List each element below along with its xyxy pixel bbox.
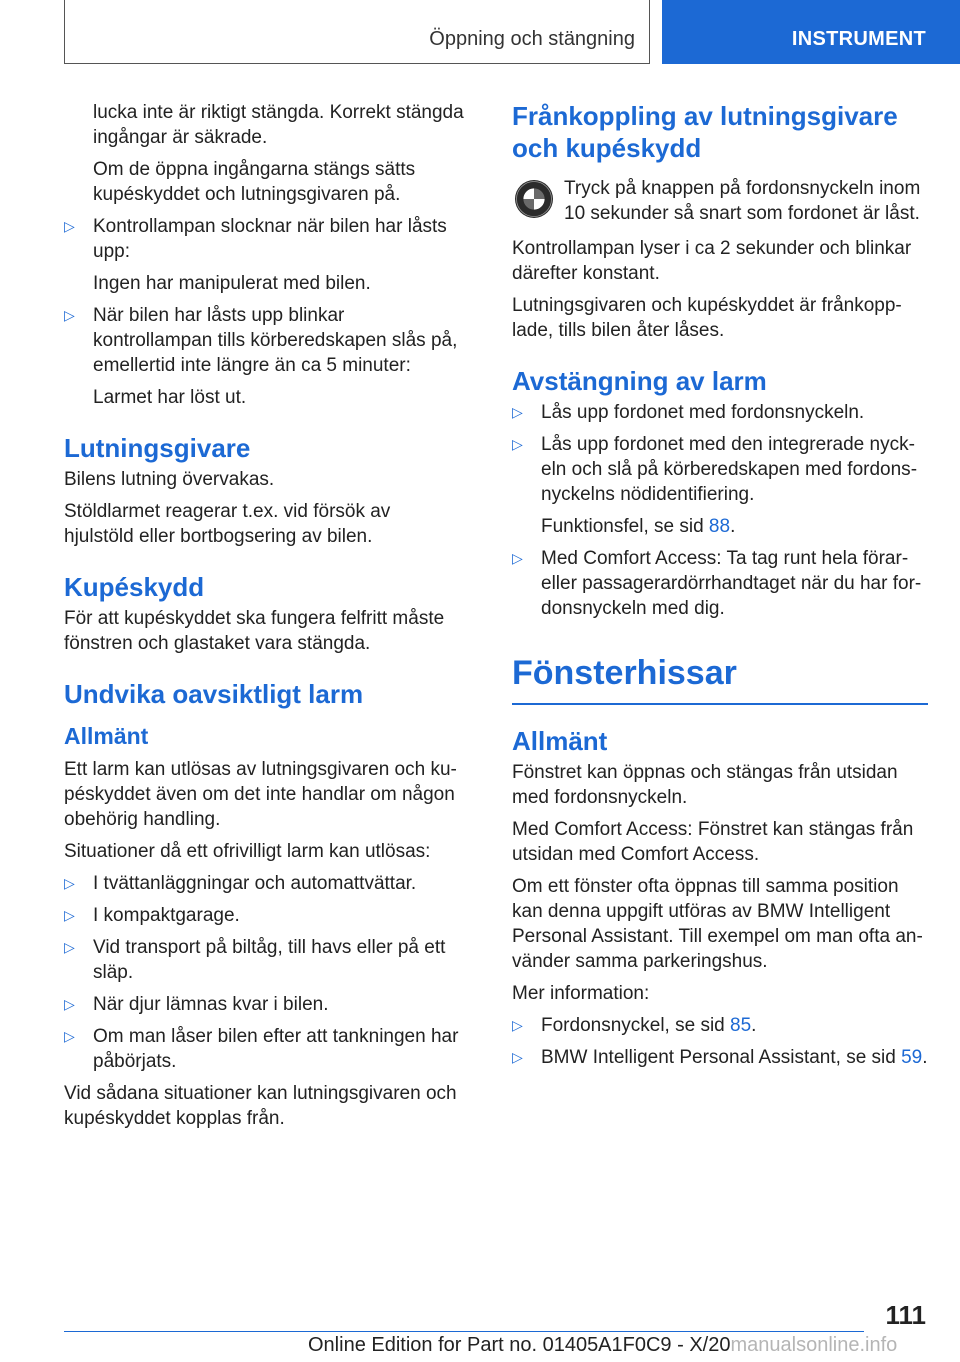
heading-frankoppling: Frånkoppling av lutningsgivare och kupéskydd [512, 101, 898, 163]
paragraph: Mer information: [512, 983, 650, 1004]
section-title: Öppning och stängning [429, 28, 635, 50]
list-item [64, 871, 464, 896]
edition-text: Online Edition for Part no. 01405A1F0C9 - X/20 [308, 1334, 731, 1356]
paragraph: Stöldlarmet reagerar t.ex. vid försök av hjulstöld eller bortbogsering av bilen. [64, 501, 391, 547]
reference-suffix: . [751, 1015, 757, 1036]
heading-allmant: Allmänt [512, 726, 608, 756]
footer-divider [64, 1331, 864, 1332]
paragraph: Om ett fönster ofta öppnas till samma position kan denna uppgift utföras av BMW Intelligent Personal Assistant. Till exempel om man ofta använder samma parkeringshus. [512, 876, 923, 972]
paragraph: lucka inte är riktigt stängda. Korrekt stängda ingångar är säkrade. [93, 102, 464, 148]
paragraph: Lutningsgivaren och kupéskyddet är frånkopplade, tills bilen åter låses. [512, 295, 902, 341]
list-item [512, 1013, 928, 1038]
header-chapter-box [662, 0, 960, 64]
subheading-allmant: Allmänt [64, 723, 149, 749]
list-item-text: I tvättanläggningar och automattvättar. [93, 873, 417, 894]
list-item-text: Om man låser bilen efter att tankningen har påbörjats. [93, 1026, 459, 1072]
chapter-title: INSTRUMENT [791, 28, 926, 50]
triangle-bullet-icon: ▷ [64, 1028, 75, 1044]
list-item [64, 935, 464, 985]
list-item-text: Kontrollampan slocknar när bilen har låsts upp: [93, 216, 447, 262]
footer-edition [308, 1334, 897, 1357]
list-item [512, 546, 928, 621]
heading-avstangning-larm: Avstängning av larm [512, 366, 767, 396]
page-link-88[interactable]: 88 [708, 516, 731, 537]
paragraph: Bilens lutning övervakas. [64, 469, 275, 490]
triangle-bullet-icon: ▷ [64, 996, 75, 1012]
paragraph: Vid sådana situationer kan lutningsgivaren och kupéskyddet kopplas från. [64, 1083, 457, 1129]
paragraph: Med Comfort Access: Fönstret kan stängas från utsidan med Comfort Access. [512, 819, 914, 865]
heading-fonsterhissar: Fönsterhissar [512, 653, 928, 705]
list-item [512, 432, 928, 507]
header-section-box [64, 0, 650, 64]
triangle-bullet-icon: ▷ [64, 307, 75, 323]
note-text: Tryck på knappen på fordonsnyckeln inom 10 sekunder så snart som fordonet är låst. [564, 178, 921, 224]
list-item [512, 1045, 928, 1070]
triangle-bullet-icon: ▷ [64, 218, 75, 234]
paragraph: Larmet har löst ut. [93, 387, 247, 408]
paragraph: Fönstret kan öppnas och stängas från utsidan med fordonsnyckeln. [512, 762, 898, 808]
triangle-bullet-icon: ▷ [512, 436, 523, 452]
list-item-text: Lås upp fordonet med fordonsnyckeln. [541, 402, 865, 423]
list-item [64, 1024, 464, 1074]
list-item-text [541, 1015, 756, 1036]
list-item-text: I kompaktgarage. [93, 905, 240, 926]
bmw-logo-icon [514, 179, 554, 219]
reference-suffix: . [730, 516, 736, 537]
reference-text: Funktionsfel, se sid [541, 516, 709, 537]
list-item-text: Lås upp fordonet med den integrerade nyckeln och slå på körberedskapen med fordonsnyckelns nödidentifiering. [541, 434, 918, 505]
paragraph [512, 514, 928, 539]
left-column [64, 100, 464, 1138]
triangle-bullet-icon: ▷ [512, 404, 523, 420]
list-item [64, 303, 464, 378]
paragraph: Situationer då ett ofrivilligt larm kan utlösas: [64, 841, 431, 862]
note-with-icon [512, 176, 928, 226]
triangle-bullet-icon: ▷ [512, 550, 523, 566]
paragraph: Om de öppna ingångarna stängs sätts kupéskyddet och lutningsgivaren på. [93, 159, 416, 205]
triangle-bullet-icon: ▷ [512, 1049, 523, 1065]
reference-suffix: . [922, 1047, 928, 1068]
list-item-text: Med Comfort Access: Ta tag runt hela förar- eller passagerardörrhandtaget när du har fordonsnyckeln med dig. [541, 548, 922, 619]
paragraph: Ett larm kan utlösas av lutningsgivaren och kupéskyddet även om det inte handlar om någon obehörig handling. [64, 759, 457, 830]
watermark-text: manualsonline.info [730, 1334, 898, 1356]
heading-undvika-larm: Undvika oavsiktligt larm [64, 679, 364, 709]
list-item [64, 903, 464, 928]
list-item [64, 214, 464, 264]
list-item-text [541, 1047, 928, 1068]
list-item-text: När bilen har låsts upp blinkar kontrollampan tills körberedskapen slås på, emellertid inte längre än ca 5 minuter: [93, 305, 458, 376]
heading-lutningsgivare: Lutningsgivare [64, 433, 251, 463]
list-item [64, 992, 464, 1017]
page-link-59[interactable]: 59 [901, 1047, 923, 1068]
page-link-85[interactable]: 85 [730, 1015, 752, 1036]
reference-text: Fordonsnyckel, se sid [541, 1015, 731, 1036]
paragraph: Ingen har manipulerat med bilen. [93, 273, 371, 294]
paragraph: Kontrollampan lyser i ca 2 sekunder och blinkar därefter konstant. [512, 238, 912, 284]
triangle-bullet-icon: ▷ [64, 939, 75, 955]
list-item-text: Vid transport på biltåg, till havs eller på ett släp. [93, 937, 446, 983]
page-number: 111 [885, 1300, 926, 1330]
heading-kupeskydd: Kupéskydd [64, 572, 205, 602]
reference-text: BMW Intelligent Personal Assistant, se sid [541, 1047, 902, 1068]
paragraph: För att kupéskyddet ska fungera felfritt måste fönstren och glastaket vara stängda. [64, 608, 445, 654]
list-item-text: När djur lämnas kvar i bilen. [93, 994, 329, 1015]
right-column [512, 100, 928, 1077]
list-item [512, 400, 928, 425]
triangle-bullet-icon: ▷ [64, 875, 75, 891]
triangle-bullet-icon: ▷ [64, 907, 75, 923]
triangle-bullet-icon: ▷ [512, 1017, 523, 1033]
